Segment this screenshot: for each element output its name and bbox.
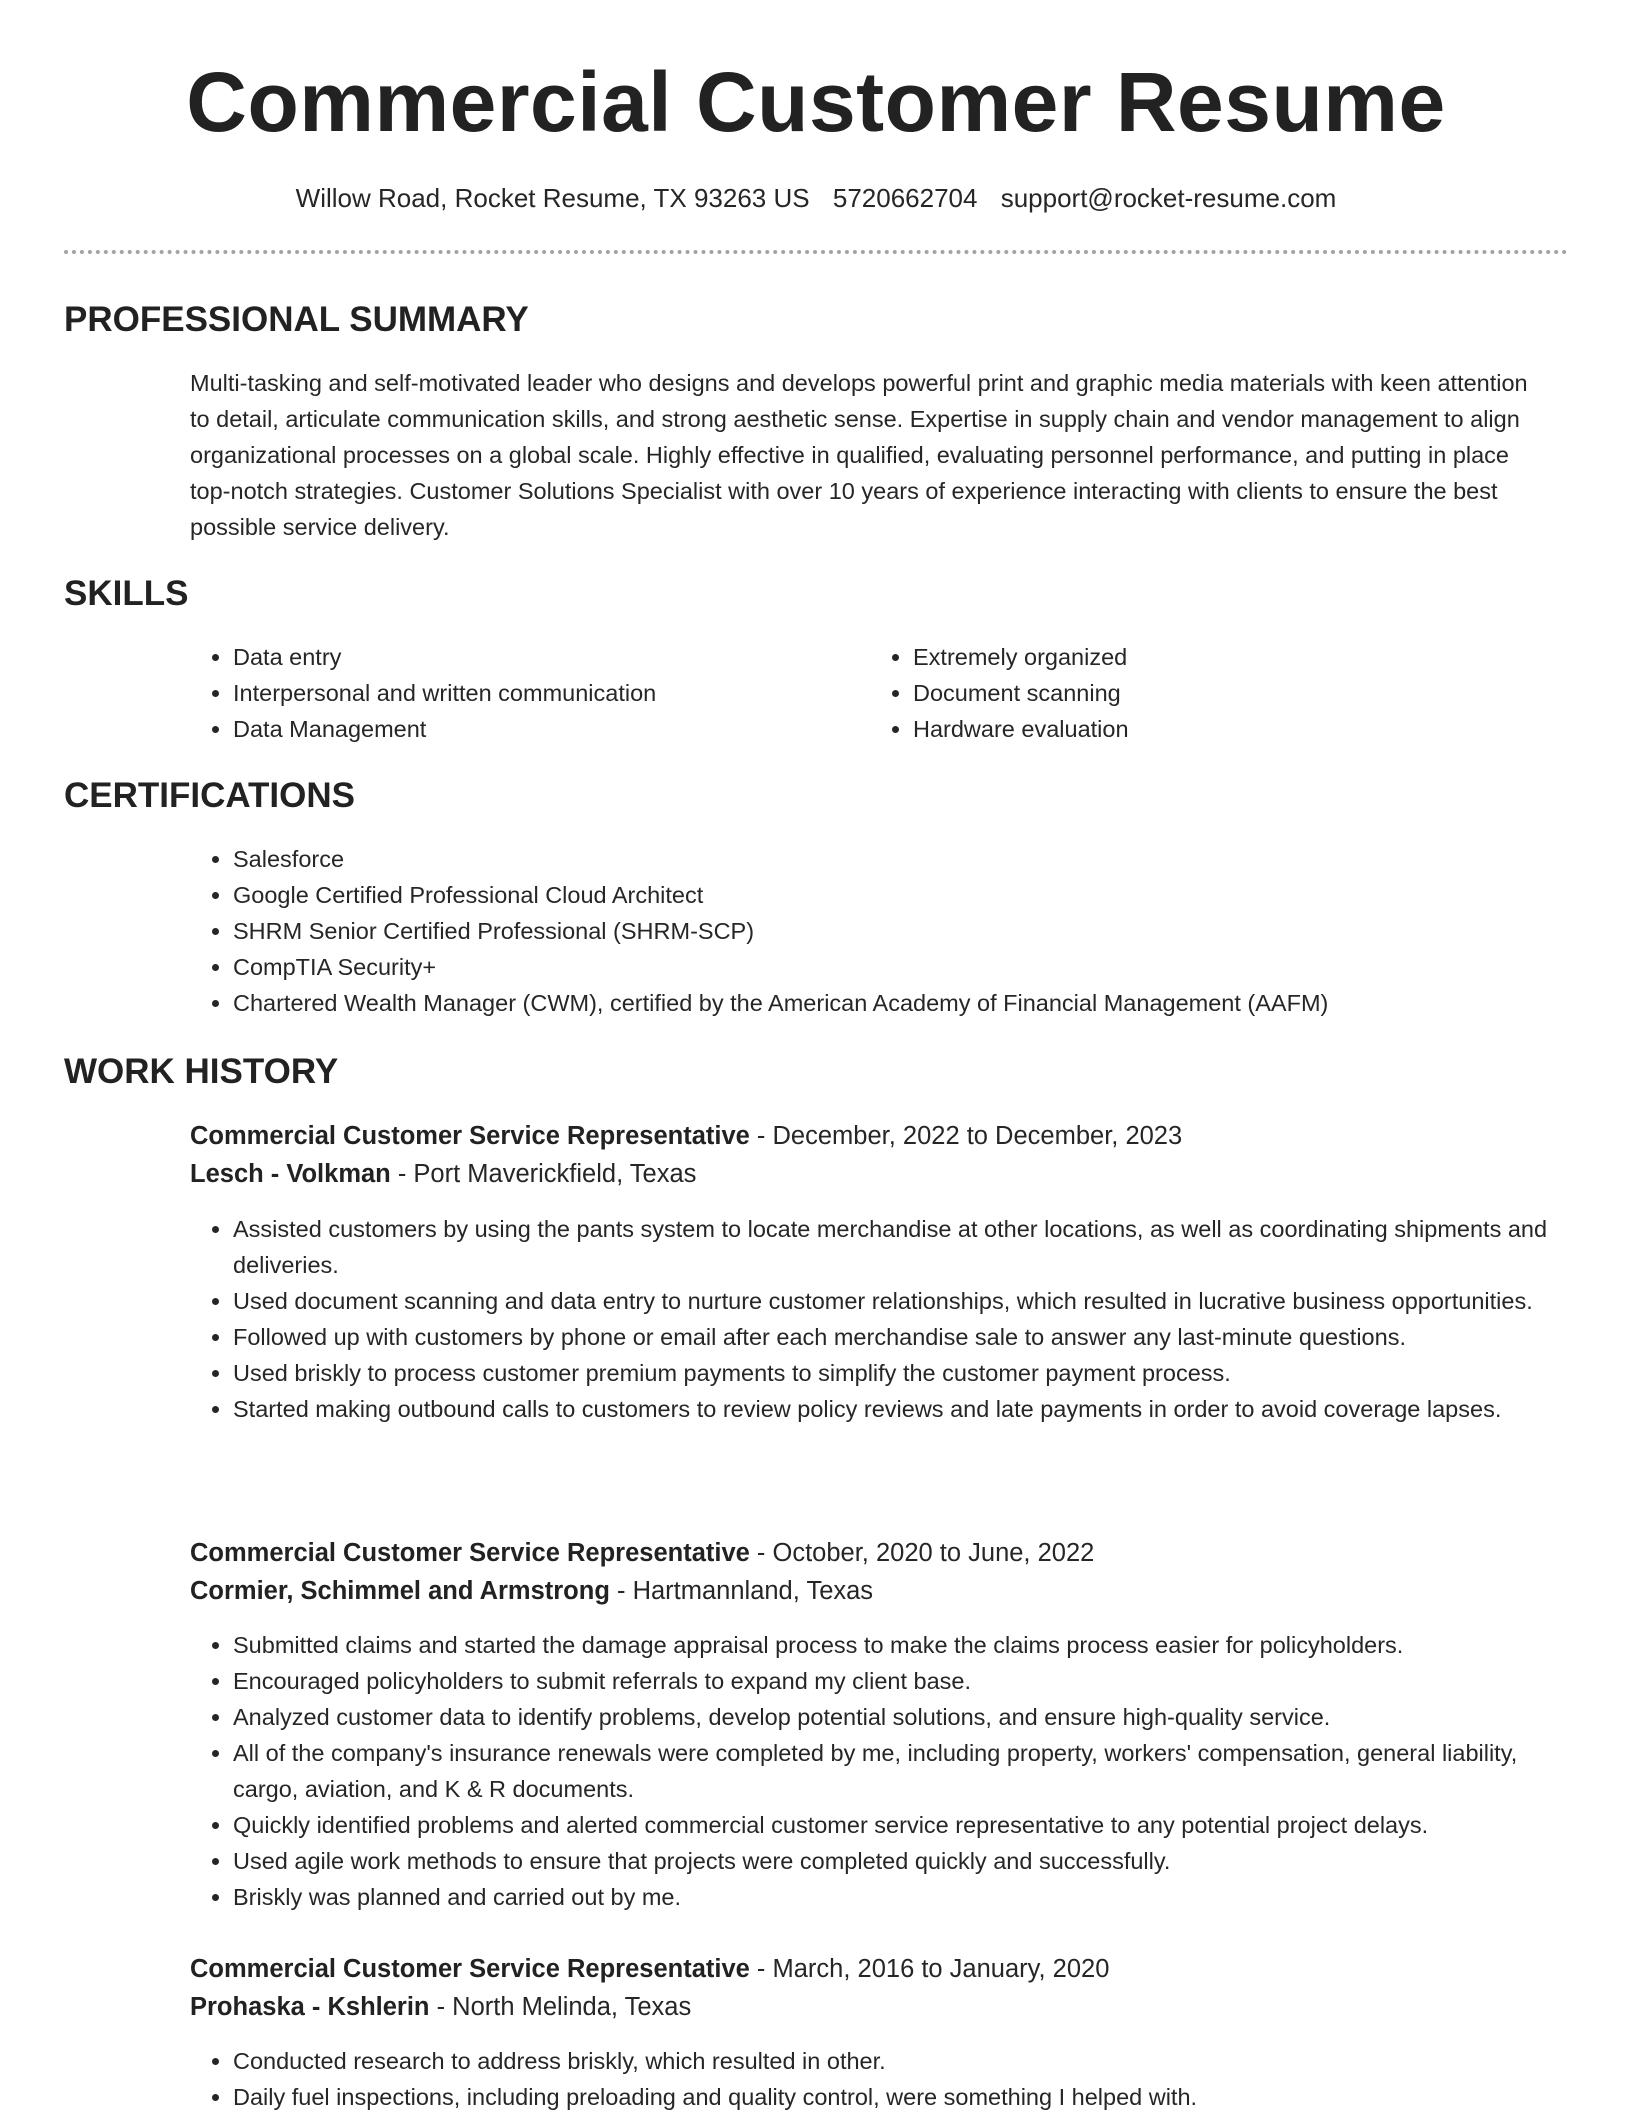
job-duty: • Daily fuel inspections, including preloading and quality control, were something I helped with. [233, 2079, 1573, 2115]
job-dates: - December, 2022 to December, 2023 [749, 1122, 1183, 1150]
job-title-line [190, 1117, 1182, 1155]
certifications-list [190, 841, 1613, 1021]
job-duty: • Started making outbound calls to customers to review policy reviews and late payments in order to avoid coverage lapses. [233, 1391, 1573, 1427]
contact-address: Willow Road, Rocket Resume, TX 93263 US [295, 183, 810, 213]
work-history-heading: WORK HISTORY [64, 1052, 339, 1091]
job-location: - North Melinda, Texas [429, 1993, 692, 2021]
job-location: - Port Maverickfield, Texas [390, 1160, 697, 1188]
job-duties-list [190, 1627, 1573, 1915]
job-duty: • Conducted research to address briskly, which resulted in other. [233, 2043, 1573, 2079]
job-dates: - October, 2020 to June, 2022 [749, 1539, 1095, 1567]
job-title-line [190, 1534, 1094, 1572]
skills-heading: SKILLS [64, 574, 189, 613]
job-duty: • Encouraged policyholders to submit referrals to expand my client base. [233, 1663, 1573, 1699]
skill-item: • Hardware evaluation [913, 711, 1513, 747]
job-duty: • Followed up with customers by phone or email after each merchandise sale to answer any last-minute questions. [233, 1319, 1573, 1355]
job-title: Commercial Customer Service Representative [190, 1955, 750, 1983]
resume-title: Commercial Customer Resume [186, 55, 1446, 149]
job-duty: • Used document scanning and data entry to nurture customer relationships, which resulted in lucrative business opportunities. [233, 1283, 1573, 1319]
skills-list-right [870, 639, 1513, 747]
skill-item: • Data entry [233, 639, 833, 675]
contact-line [0, 180, 1632, 216]
skills-list-left [190, 639, 833, 747]
certifications-heading: CERTIFICATIONS [64, 776, 356, 815]
contact-phone: 5720662704 [832, 183, 978, 213]
contact-email: support@rocket-resume.com [1000, 183, 1337, 213]
summary-heading: PROFESSIONAL SUMMARY [64, 300, 529, 339]
job-location: - Hartmannland, Texas [609, 1577, 874, 1605]
job-company-line [190, 1988, 691, 2026]
job-company-line [190, 1572, 873, 1610]
job-duty: • Quickly identified problems and alerted commercial customer service representative to any potential project delays. [233, 1807, 1573, 1843]
job-duty: • Assisted customers by using the pants system to locate merchandise at other locations, as well as coordinating shipments and deliveries. [233, 1211, 1573, 1283]
job-duty: • Used briskly to process customer premium payments to simplify the customer payment process. [233, 1355, 1573, 1391]
skill-item: • Data Management [233, 711, 833, 747]
job-title-line [190, 1950, 1109, 1988]
job-title: Commercial Customer Service Representative [190, 1539, 750, 1567]
skill-item: • Document scanning [913, 675, 1513, 711]
job-duties-list [190, 1211, 1573, 1427]
certification-item: • SHRM Senior Certified Professional (SHRM-SCP) [233, 913, 1613, 949]
job-company-line [190, 1155, 696, 1193]
job-company: Lesch - Volkman [190, 1160, 391, 1188]
summary-text: Multi-tasking and self-motivated leader who designs and develops powerful print and graphic media materials with keen attention to detail, articulate communication skills, and strong aesthetic sense. Expertise in supply chain and vendor management to align organizational processes on a global scale. Highly effective in qualified, evaluating personnel performance, and putting in place top-notch strategies. Customer Solutions Specialist with over 10 years of experience interacting with clients to ensure the best possible service delivery. [190, 370, 1528, 540]
certification-item: • Google Certified Professional Cloud Architect [233, 877, 1613, 913]
job-company: Prohaska - Kshlerin [190, 1993, 430, 2021]
job-duty: • Submitted claims and started the damage appraisal process to make the claims process easier for policyholders. [233, 1627, 1573, 1663]
certification-item: • CompTIA Security+ [233, 949, 1613, 985]
job-duty: • Used agile work methods to ensure that projects were completed quickly and successfully. [233, 1843, 1573, 1879]
job-duty: • Analyzed customer data to identify problems, develop potential solutions, and ensure high-quality service. [233, 1699, 1573, 1735]
certification-item: • Chartered Wealth Manager (CWM), certified by the American Academy of Financial Management (AAFM) [233, 985, 1613, 1021]
skill-item: • Extremely organized [913, 639, 1513, 675]
job-dates: - March, 2016 to January, 2020 [749, 1955, 1110, 1983]
job-duty: • Briskly was planned and carried out by me. [233, 1879, 1573, 1915]
header-divider [64, 250, 1568, 254]
certification-item: • Salesforce [233, 841, 1613, 877]
job-duties-list [190, 2043, 1573, 2115]
skill-item: • Interpersonal and written communication [233, 675, 833, 711]
job-company: Cormier, Schimmel and Armstrong [190, 1577, 610, 1605]
job-title: Commercial Customer Service Representative [190, 1122, 750, 1150]
job-duty: • All of the company's insurance renewals were completed by me, including property, workers' compensation, general liability, cargo, aviation, and K & R documents. [233, 1735, 1573, 1807]
